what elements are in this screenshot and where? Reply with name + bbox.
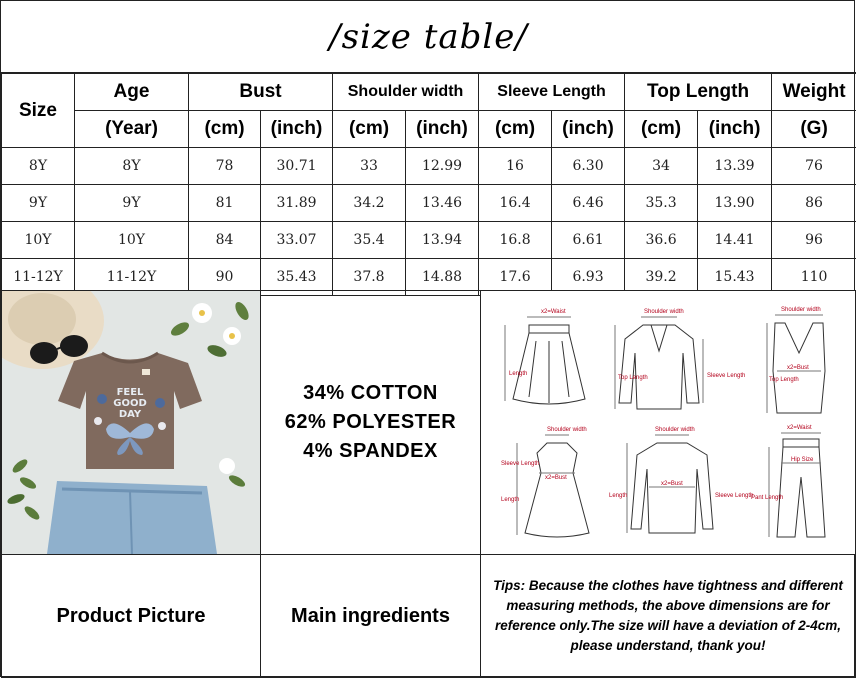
sleeve-cm-unit: (cm) — [479, 111, 552, 148]
length-label-dress: Length — [501, 497, 520, 503]
cell-weight: 86 — [772, 185, 856, 222]
shoulder-width-header: Shoulder width — [333, 74, 479, 111]
cell-bust-inch: 33.07 — [261, 222, 333, 259]
weight-header: Weight — [772, 74, 856, 111]
shirt-print-line2: GOOD — [113, 398, 147, 409]
sleeve-length-label-jacket: Sleeve Length — [707, 373, 746, 379]
details-section — [1, 290, 856, 678]
waist-label: x2=Waist — [541, 309, 566, 315]
size-table — [1, 73, 856, 296]
header-row-1 — [2, 74, 856, 111]
sleeve-length-label-dress: Sleeve Length — [501, 461, 540, 467]
cell-size: 10Y — [2, 222, 75, 259]
shoulder-label-jacket: Shoulder width — [644, 309, 684, 315]
title-row — [1, 1, 856, 73]
cell-shoulder-inch: 12.99 — [406, 148, 479, 185]
cell-size: 8Y — [2, 148, 75, 185]
cell-age: 9Y — [75, 185, 189, 222]
cell-sleeve-cm: 16 — [479, 148, 552, 185]
sleeve-inch-unit: (inch) — [552, 111, 625, 148]
cell-bust-cm: 90 — [189, 259, 261, 296]
shoulder-label-dress: Shoulder width — [547, 427, 587, 433]
age-unit: (Year) — [75, 111, 189, 148]
cell-top-cm: 34 — [625, 148, 698, 185]
bust-label-longsleeve: x2=Bust — [661, 481, 683, 487]
cell-bust-cm: 78 — [189, 148, 261, 185]
cell-age: 8Y — [75, 148, 189, 185]
bust-inch-unit: (inch) — [261, 111, 333, 148]
age-header: Age — [75, 74, 189, 111]
tips-panel — [480, 554, 856, 678]
cell-top-inch: 13.90 — [698, 185, 772, 222]
cell-weight: 110 — [772, 259, 856, 296]
shoulder-cm-unit: (cm) — [333, 111, 406, 148]
cell-shoulder-inch: 14.88 — [406, 259, 479, 296]
ingredients-panel — [260, 290, 481, 555]
skirt-diagram — [505, 309, 585, 404]
denim-shorts — [47, 481, 217, 554]
cell-bust-cm: 84 — [189, 222, 261, 259]
length-label-skirt: Length — [509, 371, 528, 377]
cell-shoulder-cm: 33 — [333, 148, 406, 185]
cell-shoulder-cm: 34.2 — [333, 185, 406, 222]
cell-weight: 96 — [772, 222, 856, 259]
cell-bust-cm: 81 — [189, 185, 261, 222]
tips-text: Tips: Because the clothes have tightness and different measuring methods, the above dimensions are for reference only.The size will have a deviation of 2-4cm, please understand, thank you! — [493, 578, 843, 653]
sleeve-length-header: Sleeve Length — [479, 74, 625, 111]
table-row — [2, 185, 856, 222]
jacket-diagram — [615, 309, 745, 409]
table-row — [2, 148, 856, 185]
cell-top-cm: 36.6 — [625, 222, 698, 259]
ingredient-polyester: 62% POLYESTER — [284, 411, 457, 433]
bust-cm-unit: (cm) — [189, 111, 261, 148]
cell-top-cm: 39.2 — [625, 259, 698, 296]
dress-diagram — [501, 427, 589, 537]
cell-top-inch: 15.43 — [698, 259, 772, 296]
top-inch-unit: (inch) — [698, 111, 772, 148]
cell-sleeve-cm: 16.8 — [479, 222, 552, 259]
weight-unit: (G) — [772, 111, 856, 148]
bust-label-vest: x2=Bust — [787, 365, 809, 371]
cell-shoulder-cm: 35.4 — [333, 222, 406, 259]
cell-top-inch: 14.41 — [698, 222, 772, 259]
cell-sleeve-inch: 6.93 — [552, 259, 625, 296]
cell-sleeve-inch: 6.30 — [552, 148, 625, 185]
top-length-header: Top Length — [625, 74, 772, 111]
ingredient-spandex: 4% SPANDEX — [303, 440, 438, 462]
cell-bust-inch: 35.43 — [261, 259, 333, 296]
cell-sleeve-inch: 6.46 — [552, 185, 625, 222]
table-row — [2, 222, 856, 259]
sleeve-length-label-longsleeve: Sleeve Length — [715, 493, 754, 499]
cell-age: 10Y — [75, 222, 189, 259]
cell-shoulder-cm: 37.8 — [333, 259, 406, 296]
top-cm-unit: (cm) — [625, 111, 698, 148]
shoulder-label-longsleeve: Shoulder width — [655, 427, 695, 433]
shirt-print-line1: FEEL — [116, 387, 144, 398]
top-length-label-jacket: Top Length — [618, 375, 648, 381]
shoulder-label-vest: Shoulder width — [781, 307, 821, 313]
shirt-print-line3: DAY — [118, 409, 142, 420]
cell-bust-inch: 31.89 — [261, 185, 333, 222]
vest-diagram — [767, 307, 825, 413]
cell-size: 11-12Y — [2, 259, 75, 296]
pant-length-label: Pant Length — [751, 495, 784, 501]
cell-sleeve-inch: 6.61 — [552, 222, 625, 259]
product-picture — [1, 290, 261, 555]
size-table-title: /size table/ — [329, 16, 528, 57]
shoulder-inch-unit: (inch) — [406, 111, 479, 148]
cell-top-cm: 35.3 — [625, 185, 698, 222]
cell-age: 11-12Y — [75, 259, 189, 296]
cell-bust-inch: 30.71 — [261, 148, 333, 185]
main-ingredients-label: Main ingredients — [260, 554, 481, 678]
top-length-label-vest: Top Length — [769, 377, 799, 383]
waist-label-pants: x2=Waist — [787, 425, 812, 431]
cell-top-inch: 13.39 — [698, 148, 772, 185]
bust-label-dress: x2=Bust — [545, 475, 567, 481]
cell-shoulder-inch: 13.46 — [406, 185, 479, 222]
cell-sleeve-cm: 16.4 — [479, 185, 552, 222]
long-sleeve-diagram — [609, 427, 753, 533]
cell-sleeve-cm: 17.6 — [479, 259, 552, 296]
cell-shoulder-inch: 13.94 — [406, 222, 479, 259]
measurement-diagram — [480, 290, 856, 555]
product-picture-label: Product Picture — [1, 554, 261, 678]
ingredient-cotton: 34% COTTON — [303, 382, 438, 404]
bust-header: Bust — [189, 74, 333, 111]
hip-size-label: Hip Size — [791, 457, 814, 463]
cell-size: 9Y — [2, 185, 75, 222]
pants-diagram — [751, 425, 825, 537]
header-row-2 — [2, 111, 856, 148]
size-header: Size — [2, 74, 75, 148]
cell-weight: 76 — [772, 148, 856, 185]
length-label-longsleeve: Length — [609, 493, 628, 499]
